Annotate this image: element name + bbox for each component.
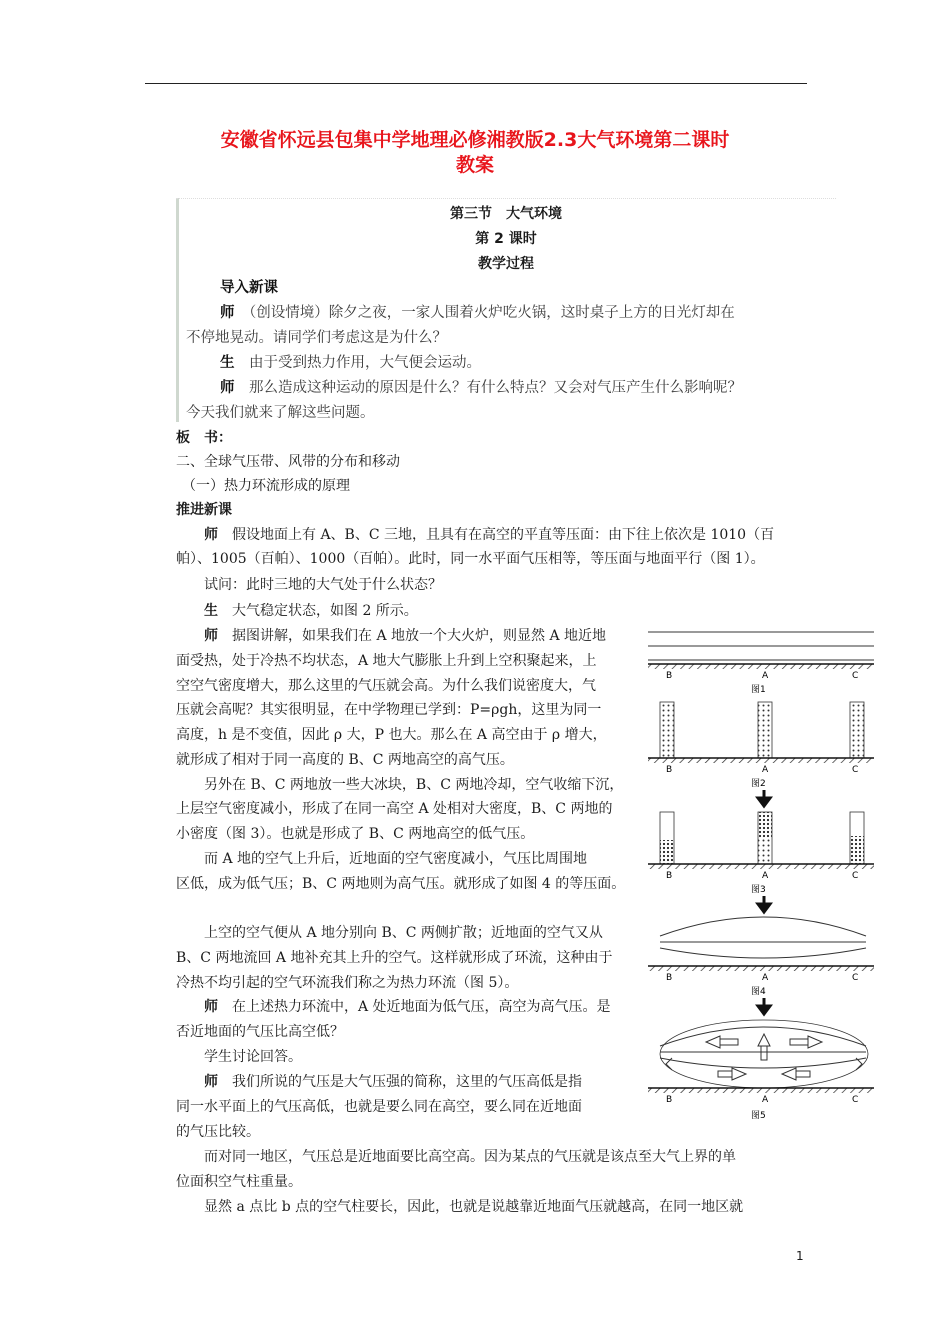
paragraph-5b: 上层空气密度减小，形成了在同一高空 A 处相对大密度，B、C 两地的 (176, 801, 613, 817)
intro-line1: 师 （创设情境）除夕之夜，一家人围着火炉吃火锅，这时桌子上方的日光灯却在 (220, 305, 735, 321)
intro-line3: 生 由于受到热力作用，大气便会运动。 (220, 355, 481, 371)
paragraph-1a: 师 假设地面上有 A、B、C 三地，且具有在高空的平直等压面：由下往上依次是 1010（百 (204, 527, 775, 543)
new-lesson-heading: 推进新课 (176, 502, 232, 518)
paragraph-3: 生 大气稳定状态，如图 2 所示。 (204, 603, 418, 619)
thermal-circulation-figure (646, 618, 876, 1128)
paragraph-11b: 位面积空气柱重量。 (176, 1174, 302, 1190)
outline-item-1: 二、全球气压带、风带的分布和移动 (176, 454, 400, 470)
label-b: B (666, 871, 673, 881)
figure-1 (648, 632, 874, 695)
label-a: A (762, 671, 769, 681)
paragraph-5a: 另外在 B、C 两地放一些大冰块，B、C 两地冷却，空气收缩下沉， (204, 777, 624, 793)
paragraph-10a: 师 我们所说的气压是大气压强的简称，这里的气压高低是指 (204, 1074, 582, 1090)
down-arrow-icon (758, 998, 770, 1014)
intro-line2: 不停地晃动。请同学们考虑这是为什么？ (186, 330, 447, 346)
label-c: C (852, 1095, 859, 1105)
label-b: B (666, 765, 673, 775)
right-arrow-icon (718, 1068, 746, 1080)
label-a: A (762, 765, 769, 775)
paragraph-5c: 小密度（图 3）。也就是形成了 B、C 两地高空的低气压。 (176, 826, 535, 842)
paragraph-10b: 同一水平面上的气压高低，也就是要么同在高空，要么同在近地面 (176, 1099, 582, 1115)
figure-5 (648, 1020, 874, 1121)
paragraph-6b: 区低，成为低气压；B、C 两地则为高气压。就形成了如图 4 的等压面。 (176, 876, 626, 892)
intro-line4: 师 那么造成这种运动的原因是什么？有什么特点？又会对气压产生什么影响呢？ (220, 380, 742, 396)
paragraph-10c: 的气压比较。 (176, 1124, 260, 1140)
figure-5-caption: 图5 (751, 1111, 766, 1121)
top-rule (145, 83, 807, 84)
figure-2 (648, 702, 874, 806)
figure-4 (648, 917, 874, 1014)
outline-item-2: （一）热力环流形成的原理 (182, 478, 350, 494)
label-b: B (666, 973, 673, 983)
paragraph-11a: 而对同一地区，气压总是近地面要比高空高。因为某点的气压就是该点至大气上界的单 (204, 1149, 736, 1165)
paragraph-4f: 就形成了相对于同一高度的 B、C 两地高空的高气压。 (176, 752, 514, 768)
label-a: A (762, 1095, 769, 1105)
document-title-line1: 安徽省怀远县包集中学地理必修湘教版2.3大气环境第二课时 (220, 129, 730, 151)
page-number: 1 (796, 1249, 804, 1263)
figure-4-caption: 图4 (751, 987, 766, 997)
paragraph-7a: 上空的空气便从 A 地分别向 B、C 两侧扩散；近地面的空气又从 (204, 925, 603, 941)
label-a: A (762, 871, 769, 881)
paragraph-1b: 帕）、1005（百帕）、1000（百帕）。此时，同一水平面气压相等，等压面与地面平行（图 1）。 (176, 551, 765, 567)
paragraph-4e: 高度，h 是不变值，因此 ρ 大，P 也大。那么在 A 高空由于 ρ 增大， (176, 727, 607, 743)
paragraph-8a: 师 在上述热力环流中，A 处近地面为低气压，高空为高气压。是 (204, 999, 611, 1015)
label-c: C (852, 871, 859, 881)
figure-3 (648, 812, 874, 912)
paragraph-4c: 空空气密度增大，那么这里的气压就会高。为什么我们说密度大，气 (176, 678, 596, 694)
intro-heading: 导入新课 (220, 280, 278, 296)
label-b: B (666, 1095, 673, 1105)
intro-line5: 今天我们就来了解这些问题。 (186, 405, 375, 421)
lesson-heading: 第 2 课时 (475, 231, 537, 247)
paragraph-4a: 师 据图讲解，如果我们在 A 地放一个大火炉，则显然 A 地近地 (204, 628, 607, 644)
label-c: C (852, 765, 859, 775)
label-c: C (852, 671, 859, 681)
paragraph-4d: 压就会高呢？其实很明显，在中学物理已学到：P=ρgh，这里为同一 (176, 702, 602, 718)
figure-3-caption: 图3 (751, 885, 766, 895)
paragraph-9: 学生讨论回答。 (204, 1049, 302, 1065)
label-a: A (762, 973, 769, 983)
down-arrow-icon (758, 790, 770, 806)
paragraph-7c: 冷热不均引起的空气环流我们称之为热力环流（图 5）。 (176, 975, 519, 991)
up-arrow-icon (758, 1034, 770, 1060)
paragraph-8b: 否近地面的气压比高空低？ (176, 1024, 344, 1040)
box-top-border (176, 198, 836, 199)
left-arrow-icon (782, 1068, 810, 1080)
label-b: B (666, 671, 673, 681)
board-label: 板 书： (176, 430, 232, 446)
paragraph-2: 试问：此时三地的大气处于什么状态？ (204, 577, 442, 593)
label-c: C (852, 973, 859, 983)
paragraph-6a: 而 A 地的空气上升后，近地面的空气密度减小，气压比周围地 (204, 851, 588, 867)
document-title-line2: 教案 (455, 154, 494, 176)
process-heading: 教学过程 (478, 256, 534, 272)
section-heading: 第三节 大气环境 (450, 206, 562, 222)
paragraph-7b: B、C 两地流回 A 地补充其上升的空气。这样就形成了环流，这种由于 (176, 950, 613, 966)
paragraph-4b: 面受热，处于冷热不均状态，A 地大气膨胀上升到上空积聚起来，上 (176, 653, 597, 669)
figure-1-caption: 图1 (751, 685, 766, 695)
down-arrow-icon (758, 896, 770, 912)
figure-2-caption: 图2 (751, 779, 766, 789)
paragraph-12: 显然 a 点比 b 点的空气柱要长，因此，也就是说越靠近地面气压就越高，在同一地区就 (204, 1199, 744, 1215)
left-arrow-icon (706, 1036, 738, 1048)
right-arrow-icon (790, 1036, 822, 1048)
